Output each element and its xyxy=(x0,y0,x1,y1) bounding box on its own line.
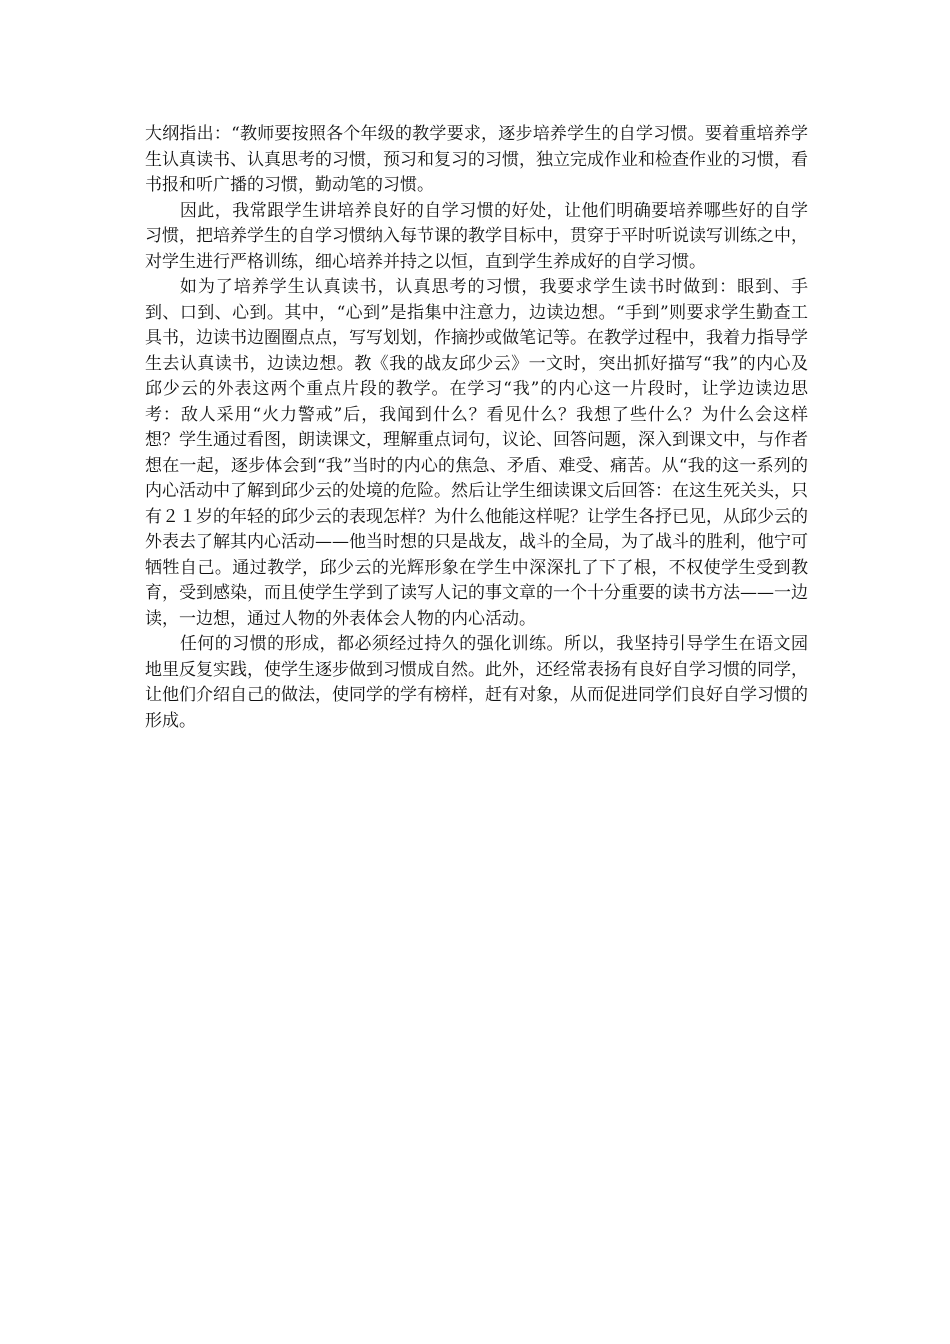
paragraph-1: 大纲指出：“教师要按照各个年级的教学要求，逐步培养学生的自学习惯。要着重培养学生认真读书、认真思考的习惯，预习和复习的习惯，独立完成作业和检查作业的习惯，看书报和听广播的习惯，勤动笔的习惯。 xyxy=(145,124,808,195)
paragraph-2: 因此，我常跟学生讲培养良好的自学习惯的好处，让他们明确要培养哪些好的自学习惯，把培养学生的自学习惯纳入每节课的教学目标中，贯穿于平时听说读写训练之中，对学生进行严格训练，细心培养并持之以恒，直到学生养成好的自学习惯。 xyxy=(145,200,808,272)
paragraph-3: 如为了培养学生认真读书，认真思考的习惯，我要求学生读书时做到：眼到、手到、口到、心到。其中，“心到”是指集中注意力，边读边想。“手到”则要求学生勤查工具书，边读书边圈圈点点，写写划划，作摘抄或做笔记等。在教学过程中，我着力指导学生去认真读书，边读边想。教《我的战友邱少云》一文时，突出抓好描写“我”的内心及邱少云的外表这两个重点片段的教学。在学习“我”的内心这一片段时，让学边读边思考：敌人采用“火力警戒”后，我闻到什么？看见什么？我想了些什么？为什么会这样想？学生通过看图，朗读课文，理解重点词句，议论、回答问题，深入到课文中，与作者想在一起，逐步体会到“我”当时的内心的焦急、矛盾、难受、痛苦。从“我的这一系列的内心活动中了解到邱少云的处境的危险。然后让学生细读课文后回答：在这生死关头，只有２１岁的年轻的邱少云的表现怎样？为什么他能这样呢？让学生各抒已见，从邱少云的外表去了解其内心活动——他当时想的只是战友，战斗的全局，为了战斗的胜利，他宁可牺牲自己。通过教学，邱少云的光辉形象在学生中深深扎了下了根，不权使学生受到教育，受到感染，而且使学生学到了读写人记的事文章的一个十分重要的读书方法——一边读，一边想，通过人物的外表体会人物的内心活动。 xyxy=(145,277,808,629)
document-body xyxy=(145,122,808,734)
paragraph-4: 任何的习惯的形成，都必须经过持久的强化训练。所以，我坚持引导学生在语文园地里反复实践，使学生逐步做到习惯成自然。此外，还经常表扬有良好自学习惯的同学，让他们介绍自己的做法，使同学的学有榜样，赶有对象，从而促进同学们良好自学习惯的形成。 xyxy=(145,634,808,731)
